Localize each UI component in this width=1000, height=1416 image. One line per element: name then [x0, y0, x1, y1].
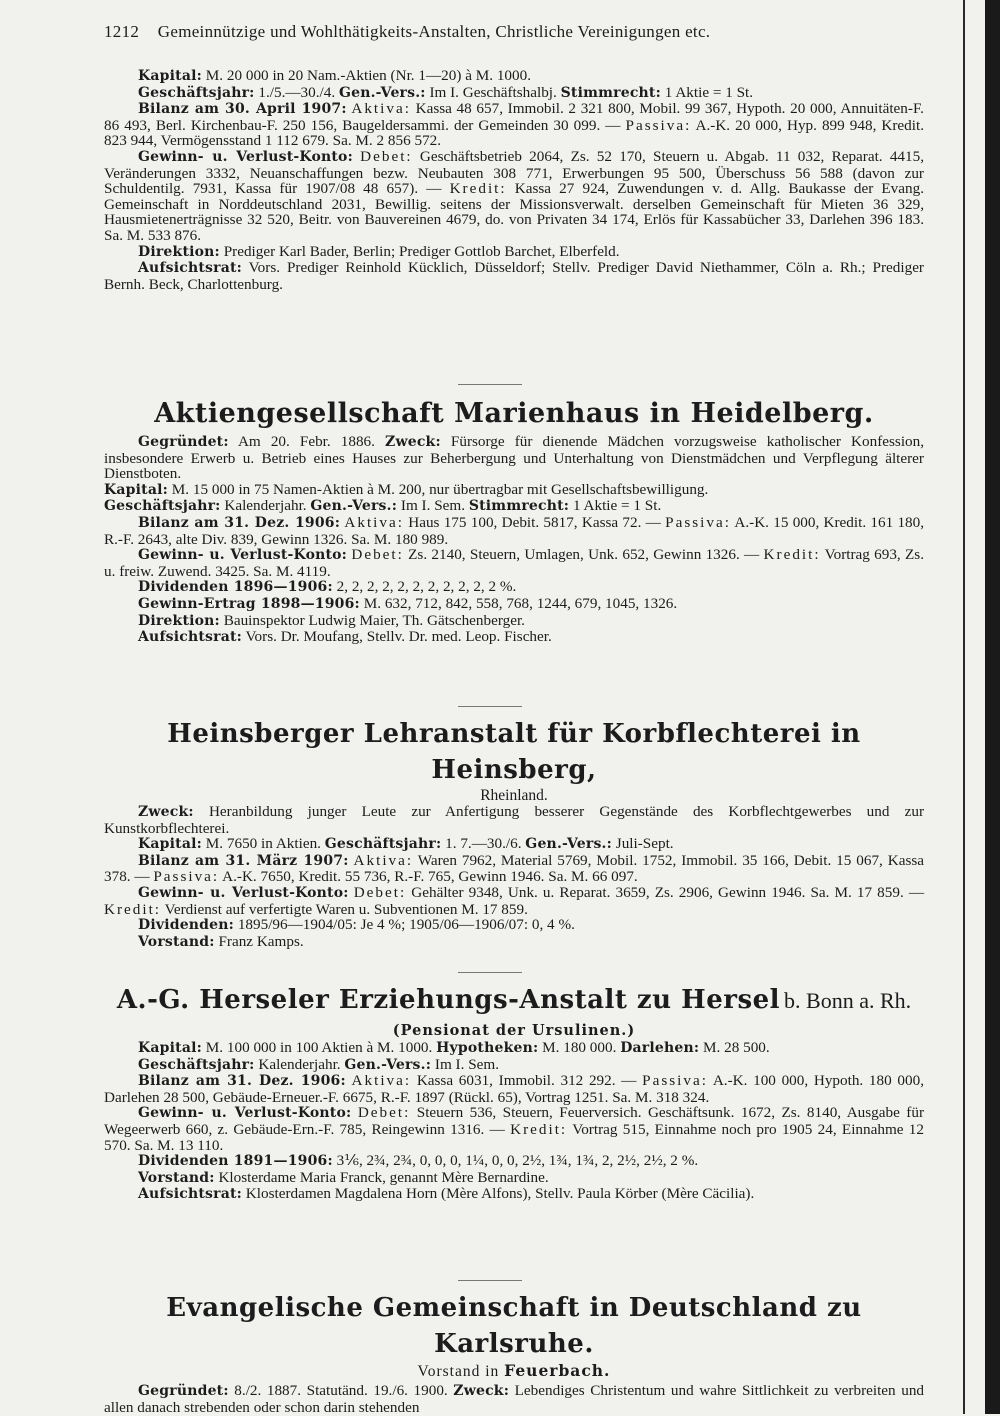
capital-line: Kapital: M. 100 000 in 100 Aktien à M. 1000. Hypotheken: M. 180 000. Darlehen: M. 28 500. — [138, 1039, 770, 1056]
entry-evangelische-gemeinschaft — [104, 1290, 924, 1415]
profit-loss-paragraph: Gewinn- u. Verlust-Konto: Debet: Zs. 2140, Steuern, Umlagen, Unk. 652, Gewinn 1326. — Kredit: Vortrag 693, Zs. u. freiw. Zuwend. 3425. Sa. M. 4119. — [104, 546, 925, 580]
entry-subtitle: (Pensionat der Ursulinen.) — [392, 1022, 636, 1039]
balance-paragraph: Bilanz am 31. Dez. 1906: Aktiva: Haus 175 100, Debit. 5817, Kassa 72. — Passiva: A.-K. 15 000, Kredit. 161 180, R.-F. 2643, alte Div. 839, Gewinn 1326. Sa. M. 180 989. — [104, 513, 925, 548]
profit-yield-line: Gewinn-Ertrag 1898—1906: M. 632, 712, 842, 558, 768, 1244, 679, 1045, 1326. — [138, 594, 678, 612]
purpose-paragraph: Zweck: Heranbildung junger Leute zur Anfertigung besserer Gegenstände des Korbflechtgewerbes und zur Kunstkorbflechterei. — [104, 803, 925, 837]
entry-subtitle: Vorstand in Feuerbach. — [417, 1361, 611, 1380]
board-line: Vorstand: Klosterdame Maria Franck, genannt Mère Bernardine. — [138, 1168, 549, 1186]
board-line: Vorstand: Franz Kamps. — [138, 932, 304, 950]
supervisory-board-line: Aufsichtsrat: Vors. Dr. Moufang, Stellv. Dr. med. Leop. Fischer. — [138, 628, 552, 646]
profit-loss-paragraph: Gewinn- u. Verlust-Konto: Debet: Steuern 536, Steuern, Feuerversich. Geschäftsunk. 1672, Zs. 8140, Ausgabe für Wegeerwerb 660, z. Gebäude-Ern.-F. 785, Reingewinn 1316. — Kredit: Vortrag 515, Einnahme noch pro 1905 24, Einnahme 12 570. Sa. M. 13 110. — [104, 1104, 924, 1154]
business-year-line: Geschäftsjahr: 1./5.—30./4. Gen.-Vers.: Im I. Geschäftshalbj. Stimmrecht: 1 Aktie = 1 St. — [138, 83, 754, 101]
profit-loss-paragraph: Gewinn- u. Verlust-Konto: Debet: Geschäftsbetrieb 2064, Zs. 52 170, Steuern u. Abgab. 11 032, Reparat. 4415, Veränderungen 3332, Neuanschaffungen bezw. Neubauten 308 771, Erwerbungen 95 500, Überschuss 56 588 (davon zur Schuldentilg. 7931, Kassa für 1907/08 48 657). — Kredit: Kassa 27 924, Zuwendungen v. d. Allg. Baukasse der Evang. Gemeinschaft in Norddeutschland 2031, Bewillig. seitens der Missionsverwalt. derselben Gemeinschaft für Mieten 36 329, Hausmietenerträgnisse 32 520, Beitr. von Bauvereinen 4679, do. von Privaten 34 174, Erlös für Kassabücher 33, Darlehen 396 183. Sa. M. 533 876. — [104, 147, 924, 244]
capital-line: Kapital: M. 7650 in Aktien. Geschäftsjahr: 1. 7.—30./6. Gen.-Vers.: Juli-Sept. — [138, 835, 674, 853]
entry-title: A.-G. Herseler Erziehungs-Anstalt zu Hersel b. Bonn a. Rh. — [116, 985, 912, 1015]
balance-paragraph: Bilanz am 30. April 1907: Aktiva: Kassa 48 657, Immobil. 2 321 800, Mobil. 99 367, Hypoth. 20 000, Annuitäten-F. 86 493, Berl. Kirchenbau-F. 250 156, Baugeldersammi. der Gemeinden 30 099. — Passiva: A.-K. 20 000, Hyp. 899 948, Kredit. 823 944, Vermögensstand 1 112 679. Sa. M. 2 856 572. — [104, 100, 924, 150]
dividends-line: Dividenden 1891—1906: 3⅙, 2¾, 2¾, 0, 0, 0, 1¼, 0, 0, 2½, 1¾, 1¾, 2, 2½, 2½, 2 %. — [138, 1152, 699, 1170]
dividends-line: Dividenden 1896—1906: 2, 2, 2, 2, 2, 2, 2, 2, 2, 2, 2 %. — [138, 578, 517, 596]
supervisory-board-line: Aufsichtsrat: Klosterdamen Magdalena Horn (Mère Alfons), Stellv. Paula Körber (Mère Cäcilia). — [138, 1185, 755, 1203]
business-year-line: Geschäftsjahr: Kalenderjahr. Gen.-Vers.: Im I. Sem. — [138, 1055, 500, 1073]
running-header — [104, 22, 934, 42]
section-divider — [458, 706, 522, 707]
business-year-line: Geschäftsjahr: Kalenderjahr. Gen.-Vers.: Im I. Sem. Stimmrecht: 1 Aktie = 1 St. — [104, 497, 662, 515]
founding-purpose-paragraph: Gegründet: Am 20. Febr. 1886. Zweck: Fürsorge für dienende Mädchen vorzugsweise katholischer Konfession, insbesondere Erwerb u. Betrieb eines Hauses zur Beherbergung und Unterhaltung von Dienstmädchen und Verpflegung älterer Dienstboten. — [104, 433, 925, 483]
management-line: Direktion: Prediger Karl Bader, Berlin; Prediger Gottlob Barchet, Elberfeld. — [138, 242, 620, 260]
capital-line: Kapital: M. 15 000 in 75 Namen-Aktien à M. 200, nur übertragbar mit Gesellschaftsbewilligung. — [104, 480, 709, 498]
profit-loss-paragraph: Gewinn- u. Verlust-Konto: Debet: Gehälter 9348, Unk. u. Reparat. 3659, Zs. 2906, Gewinn 1946. Sa. M. 17 859. — Kredit: Verdienst auf verfertigte Waren u. Subventionen M. 17 859. — [104, 883, 925, 918]
page-edge-shadow — [963, 0, 965, 1414]
management-line: Direktion: Bauinspektor Ludwig Maier, Th. Gätschenberger. — [138, 611, 525, 629]
entry-marienhaus — [104, 396, 924, 646]
entry-title: Aktiengesellschaft Marienhaus in Heidelberg. — [154, 398, 874, 429]
balance-paragraph: Bilanz am 31. März 1907: Aktiva: Waren 7962, Material 5769, Mobil. 1752, Immobil. 35 166, Debit. 15 067, Kassa 378. — Passiva: A.-K. 7650, Kredit. 55 736, R.-F. 765, Gewinn 1946. Sa. M. 66 097. — [104, 851, 925, 886]
section-divider — [458, 1280, 522, 1281]
capital-line: Kapital: M. 20 000 in 20 Nam.-Aktien (Nr. 1—20) à M. 1000. — [138, 67, 532, 84]
founding-purpose-paragraph: Gegründet: 8./2. 1887. Statutänd. 19./6. 1900. Zweck: Lebendiges Christentum und wahre Sittlichkeit zu verbreiten und allen danach strebenden oder schon darin stehenden — [104, 1382, 925, 1416]
entry-hersel — [104, 982, 924, 1203]
page-number: 1212 — [104, 22, 140, 41]
scan-margin — [985, 0, 1000, 1414]
entry-title: Heinsberger Lehranstalt für Korbflechterei in Heinsberg, — [167, 719, 861, 785]
section-divider — [458, 384, 522, 385]
running-title: Gemeinnützige und Wohlthätigkeits-Anstalten, Christliche Vereinigungen etc. — [157, 22, 711, 41]
entry-continued — [104, 68, 924, 292]
entry-title: Evangelische Gemeinschaft in Deutschland zu Karlsruhe. — [166, 1293, 862, 1359]
supervisory-board-line: Aufsichtsrat: Vors. Prediger Reinhold Kücklich, Düsseldorf; Stellv. Prediger David Niethammer, Cöln a. Rh.; Prediger Bernh. Beck, Charlottenburg. — [104, 259, 924, 293]
entry-subtitle: Rheinland. — [480, 787, 548, 804]
balance-paragraph: Bilanz am 31. Dez. 1906: Aktiva: Kassa 6031, Immobil. 312 292. — Passiva: A.-K. 100 000, Hypoth. 180 000, Darlehen 28 500, Gebäude-Erneuer.-F. 6675, R.-F. 1897 (Rückl. 65), Vortrag 1251. Sa. M. 318 324. — [104, 1072, 924, 1106]
entry-heinsberg — [104, 716, 924, 950]
dividends-line: Dividenden: 1895/96—1904/05: Je 4 %; 1905/06—1906/07: 0, 4 %. — [138, 916, 575, 934]
section-divider — [458, 972, 522, 973]
